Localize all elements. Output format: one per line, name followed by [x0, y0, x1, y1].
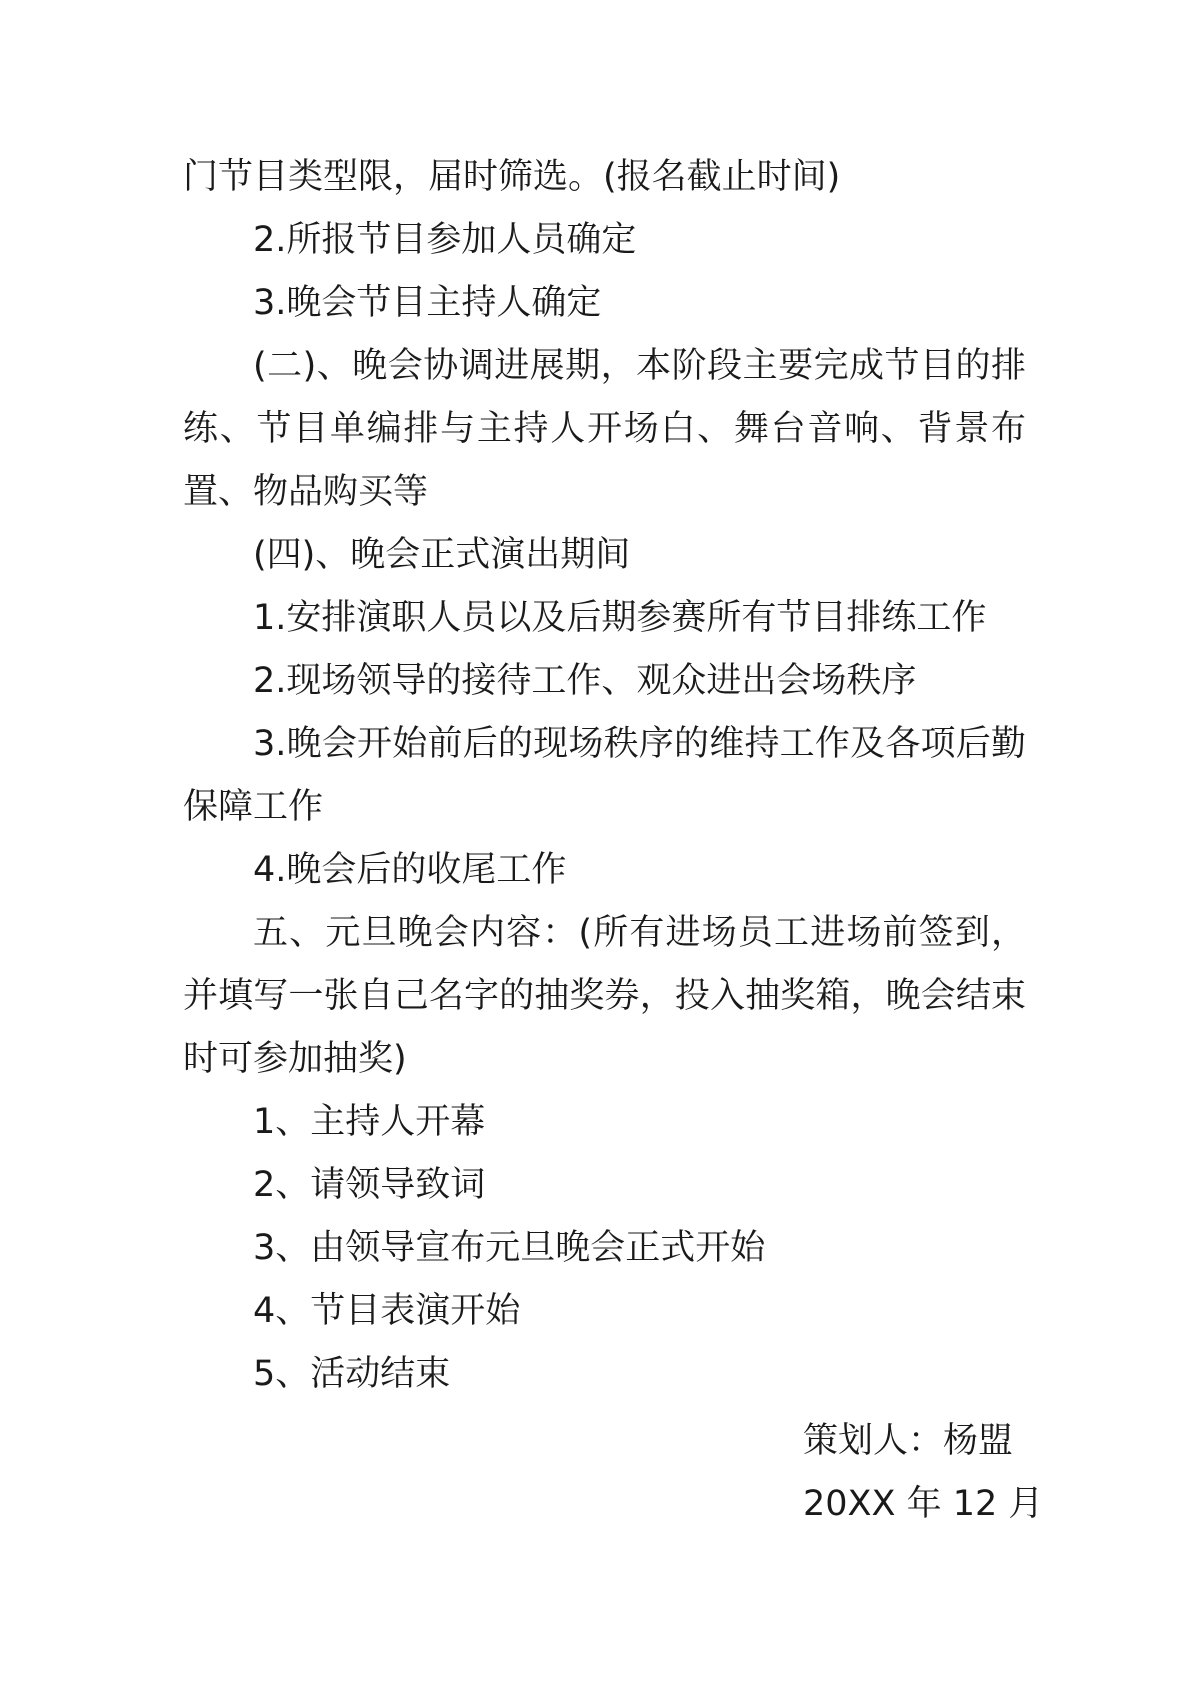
paragraph-5: (四)、晚会正式演出期间 — [253, 535, 631, 575]
paragraph-14: 4、节目表演开始 — [253, 1291, 521, 1331]
paragraph-7: 2.现场领导的接待工作、观众进出会场秩序 — [253, 661, 917, 701]
paragraph-8: 3.晚会开始前后的现场秩序的维持工作及各项后勤保障工作 — [183, 724, 1026, 827]
paragraph-9: 4.晚会后的收尾工作 — [253, 850, 567, 890]
paragraph-3: 3.晚会节目主持人确定 — [253, 283, 602, 323]
paragraph-1: 门节目类型限，届时筛选。(报名截止时间) — [183, 157, 841, 197]
paragraph-11: 1、主持人开幕 — [253, 1102, 486, 1142]
paragraph-15: 5、活动结束 — [253, 1354, 451, 1394]
paragraph-4: (二)、晚会协调进展期，本阶段主要完成节目的排练、节目单编排与主持人开场白、舞台音响、背景布置、物品购买等 — [183, 346, 1026, 512]
document-body — [183, 146, 1026, 1406]
paragraph-10: 五、元旦晚会内容：(所有进场员工进场前签到，并填写一张自己名字的抽奖券，投入抽奖箱，晚会结束时可参加抽奖) — [183, 913, 1026, 1079]
paragraph-12: 2、请领导致词 — [253, 1165, 486, 1205]
signature-planner: 策划人：杨盟 — [803, 1421, 1014, 1461]
paragraph-2: 2.所报节目参加人员确定 — [253, 220, 637, 260]
paragraph-13: 3、由领导宣布元旦晚会正式开始 — [253, 1228, 766, 1268]
signature-date: 20XX 年 12 月 — [803, 1484, 1044, 1524]
paragraph-6: 1.安排演职人员以及后期参赛所有节目排练工作 — [253, 598, 987, 638]
